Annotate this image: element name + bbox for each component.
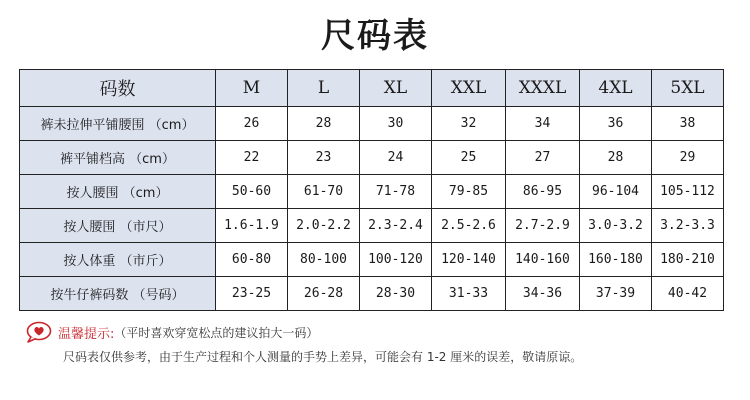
table-cell: 100-120 — [360, 243, 432, 277]
table-cell: 80-100 — [288, 243, 360, 277]
table-row — [20, 175, 724, 209]
table-cell: 22 — [216, 141, 288, 175]
table-cell: 2.0-2.2 — [288, 209, 360, 243]
heart-speech-bubble-icon — [26, 321, 52, 343]
table-cell: 28-30 — [360, 277, 432, 311]
table-cell: 30 — [360, 107, 432, 141]
table-cell: 32 — [432, 107, 506, 141]
row-label: 按人腰围 （市尺） — [20, 209, 216, 243]
page-title: 尺码表 — [321, 16, 429, 56]
table-row — [20, 277, 724, 311]
tip-disclaimer: 尺码表仅供参考，由于生产过程和个人测量的手势上差异，可能会有 1-2 厘米的误差，敬请原谅。 — [63, 350, 583, 364]
table-cell: 160-180 — [580, 243, 652, 277]
tip-line — [26, 320, 736, 344]
table-cell: 3.2-3.3 — [652, 209, 724, 243]
table-cell: 27 — [506, 141, 580, 175]
size-label-5xl: 5XL — [652, 70, 724, 107]
table-cell: 120-140 — [432, 243, 506, 277]
table-cell: 25 — [432, 141, 506, 175]
table-cell: 3.0-3.2 — [580, 209, 652, 243]
table-cell: 23-25 — [216, 277, 288, 311]
table-cell: 71-78 — [360, 175, 432, 209]
table-cell: 61-70 — [288, 175, 360, 209]
table-cell: 79-85 — [432, 175, 506, 209]
table-row — [20, 141, 724, 175]
table-cell: 40-42 — [652, 277, 724, 311]
table-row — [20, 243, 724, 277]
table-cell: 2.3-2.4 — [360, 209, 432, 243]
table-cell: 50-60 — [216, 175, 288, 209]
size-label-4xl: 4XL — [580, 70, 652, 107]
table-cell: 86-95 — [506, 175, 580, 209]
table-cell: 31-33 — [432, 277, 506, 311]
table-cell: 28 — [288, 107, 360, 141]
table-cell: 28 — [580, 141, 652, 175]
table-cell: 34 — [506, 107, 580, 141]
table-cell: 26 — [216, 107, 288, 141]
table-row — [20, 107, 724, 141]
table-cell: 105-112 — [652, 175, 724, 209]
table-cell: 38 — [652, 107, 724, 141]
table-cell: 24 — [360, 141, 432, 175]
table-cell: 29 — [652, 141, 724, 175]
size-label-xl: XL — [360, 70, 432, 107]
row-label: 按人腰围 （cm） — [20, 175, 216, 209]
row-label: 按牛仔裤码数 （号码） — [20, 277, 216, 311]
size-label-m: M — [216, 70, 288, 107]
table-cell: 36 — [580, 107, 652, 141]
table-cell: 96-104 — [580, 175, 652, 209]
table-cell: 34-36 — [506, 277, 580, 311]
tip-advice: （平时喜欢穿宽松点的建议拍大一码） — [114, 325, 319, 340]
row-label: 裤未拉伸平铺腰围 （cm） — [20, 107, 216, 141]
table-cell: 2.7-2.9 — [506, 209, 580, 243]
row-label: 按人体重 （市斤） — [20, 243, 216, 277]
size-label-l: L — [288, 70, 360, 107]
table-cell: 26-28 — [288, 277, 360, 311]
table-cell: 60-80 — [216, 243, 288, 277]
size-tips — [26, 320, 736, 365]
size-label-xxxl: XXXL — [506, 70, 580, 107]
table-cell: 140-160 — [506, 243, 580, 277]
table-cell: 2.5-2.6 — [432, 209, 506, 243]
table-row — [20, 209, 724, 243]
table-cell: 37-39 — [580, 277, 652, 311]
table-cell: 1.6-1.9 — [216, 209, 288, 243]
size-chart-table — [19, 69, 724, 311]
size-column-header: 码数 — [20, 70, 216, 107]
tip-label: 温馨提示: — [58, 326, 115, 342]
table-cell: 23 — [288, 141, 360, 175]
row-label: 裤平铺档高 （cm） — [20, 141, 216, 175]
table-cell: 180-210 — [652, 243, 724, 277]
size-label-xxl: XXL — [432, 70, 506, 107]
size-header-row — [20, 70, 724, 107]
